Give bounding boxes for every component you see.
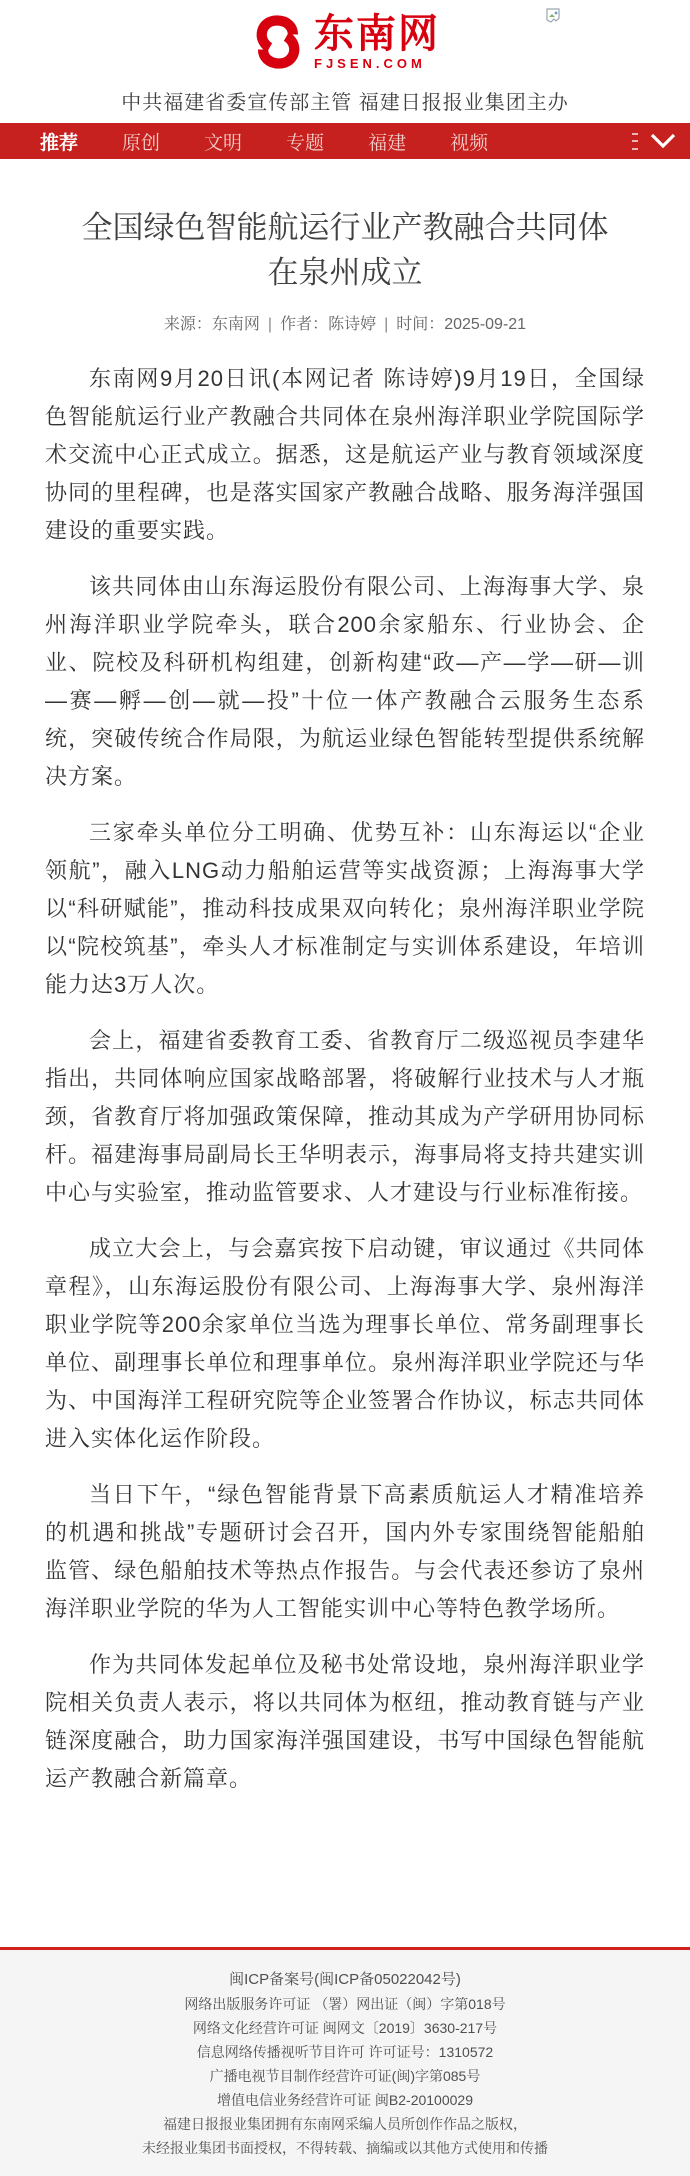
article <box>0 159 690 1816</box>
article-paragraph: 三家牵头单位分工明确、优势互补：山东海运以“企业领航”，融入LNG动力船舶运营等实战资源；上海海事大学以“科研赋能”，推动科技成果双向转化；泉州海洋职业学院以“院校筑基”，牵头人才标准制定与实训体系建设，年培训能力达3万人次。 <box>45 820 645 997</box>
site-footer <box>0 1947 690 2176</box>
site-logo[interactable] <box>0 10 690 74</box>
article-title-line2: 在泉州成立 <box>267 255 423 290</box>
nav-item-civilization[interactable]: 文明 <box>204 132 243 154</box>
nav-item-original[interactable]: 原创 <box>122 132 161 154</box>
main-nav <box>0 123 690 159</box>
nav-item-video[interactable]: 视频 <box>450 132 489 154</box>
footer-license-line: 网络出版服务许可证 （署）网出证（闽）字第018号 <box>184 1996 506 2012</box>
logo-cn-text: 东南网 <box>314 12 440 56</box>
footer-license-line: 增值电信业务经营许可证 闽B2-20100029 <box>217 2092 473 2108</box>
site-sponsor-line: 中共福建省委宣传部主管 福建日报报业集团主办 <box>121 92 569 114</box>
logo-en-text: FJSEN.COM <box>314 56 426 71</box>
footer-copyright-line: 未经报业集团书面授权，不得转载、摘编或以其他方式使用和传播 <box>142 2140 548 2156</box>
nav-item-recommend[interactable]: 推荐 <box>40 132 79 154</box>
meta-author: 作者：陈诗婷 <box>280 316 377 333</box>
article-meta <box>45 311 645 334</box>
footer-copyright-line: 福建日报报业集团拥有东南网采编人员所创作作品之版权， <box>163 2116 527 2132</box>
article-title <box>45 205 645 295</box>
footer-license-line: 信息网络传播视听节目许可 许可证号：1310572 <box>196 2044 494 2060</box>
meta-separator: | <box>384 316 389 333</box>
nav-item-special[interactable]: 专题 <box>286 132 325 154</box>
article-paragraph: 该共同体由山东海运股份有限公司、上海海事大学、泉州海洋职业学院牵头，联合200余家船东、行业协会、企业、院校及科研机构组建，创新构建“政—产—学—研—训—赛—孵—创—就—投”十位一体产教融合云服务生态系统，突破传统合作局限，为航运业绿色智能转型提供系统解决方案。 <box>45 574 645 789</box>
site-header <box>0 0 690 123</box>
article-paragraph: 当日下午，“绿色智能背景下高素质航运人才精准培养的机遇和挑战”专题研讨会召开，国内外专家围绕智能船舶监管、绿色船舶技术等热点作报告。与会代表还参访了泉州海洋职业学院的华为人工智能实训中心等特色教学场所。 <box>45 1482 645 1621</box>
broken-image-icon <box>546 8 560 24</box>
footer-license-line: 广播电视节目制作经营许可证(闽)字第085号 <box>209 2068 481 2084</box>
nav-item-clipped <box>632 133 638 150</box>
article-paragraph: 会上，福建省委教育工委、省教育厅二级巡视员李建华指出，共同体响应国家战略部署，将破解行业技术与人才瓶颈，省教育厅将加强政策保障，推动其成为产学研用协同标杆。福建海事局副局长王华明表示，海事局将支持共建实训中心与实验室，推动监管要求、人才建设与行业标准衔接。 <box>45 1028 645 1205</box>
article-paragraph: 成立大会上，与会嘉宾按下启动键，审议通过《共同体章程》，山东海运股份有限公司、上海海事大学、泉州海洋职业学院等200余家单位当选为理事长单位、常务副理事长单位、副理事长单位和理事单位。泉州海洋职业学院还与华为、中国海洋工程研究院等企业签署合作协议，标志共同体进入实体化运作阶段。 <box>45 1236 645 1451</box>
meta-separator: | <box>267 316 273 333</box>
footer-icp-line: 闽ICP备案号(闽ICP备05022042号) <box>229 1971 461 1988</box>
logo-knot-icon <box>250 14 306 70</box>
meta-source: 来源：东南网 <box>163 316 260 333</box>
article-paragraph: 东南网9月20日讯(本网记者 陈诗婷)9月19日，全国绿色智能航运行业产教融合共同体在泉州海洋职业学院国际学术交流中心正式成立。据悉，这是航运产业与教育领域深度协同的里程碑，也是落实国家产教融合战略、服务海洋强国建设的重要实践。 <box>45 366 645 543</box>
meta-time: 时间：2025-09-21 <box>396 316 527 333</box>
footer-license-line: 网络文化经营许可证 闽网文〔2019〕3630-217号 <box>192 2020 498 2036</box>
article-title-line1: 全国绿色智能航运行业产教融合共同体 <box>81 210 609 245</box>
article-paragraph: 作为共同体发起单位及秘书处常设地，泉州海洋职业学院相关负责人表示，将以共同体为枢纽，推动教育链与产业链深度融合，助力国家海洋强国建设，书写中国绿色智能航运产教融合新篇章。 <box>45 1652 645 1791</box>
chevron-down-icon[interactable] <box>650 133 676 149</box>
nav-item-fujian[interactable]: 福建 <box>368 132 407 154</box>
article-body <box>45 360 645 1798</box>
